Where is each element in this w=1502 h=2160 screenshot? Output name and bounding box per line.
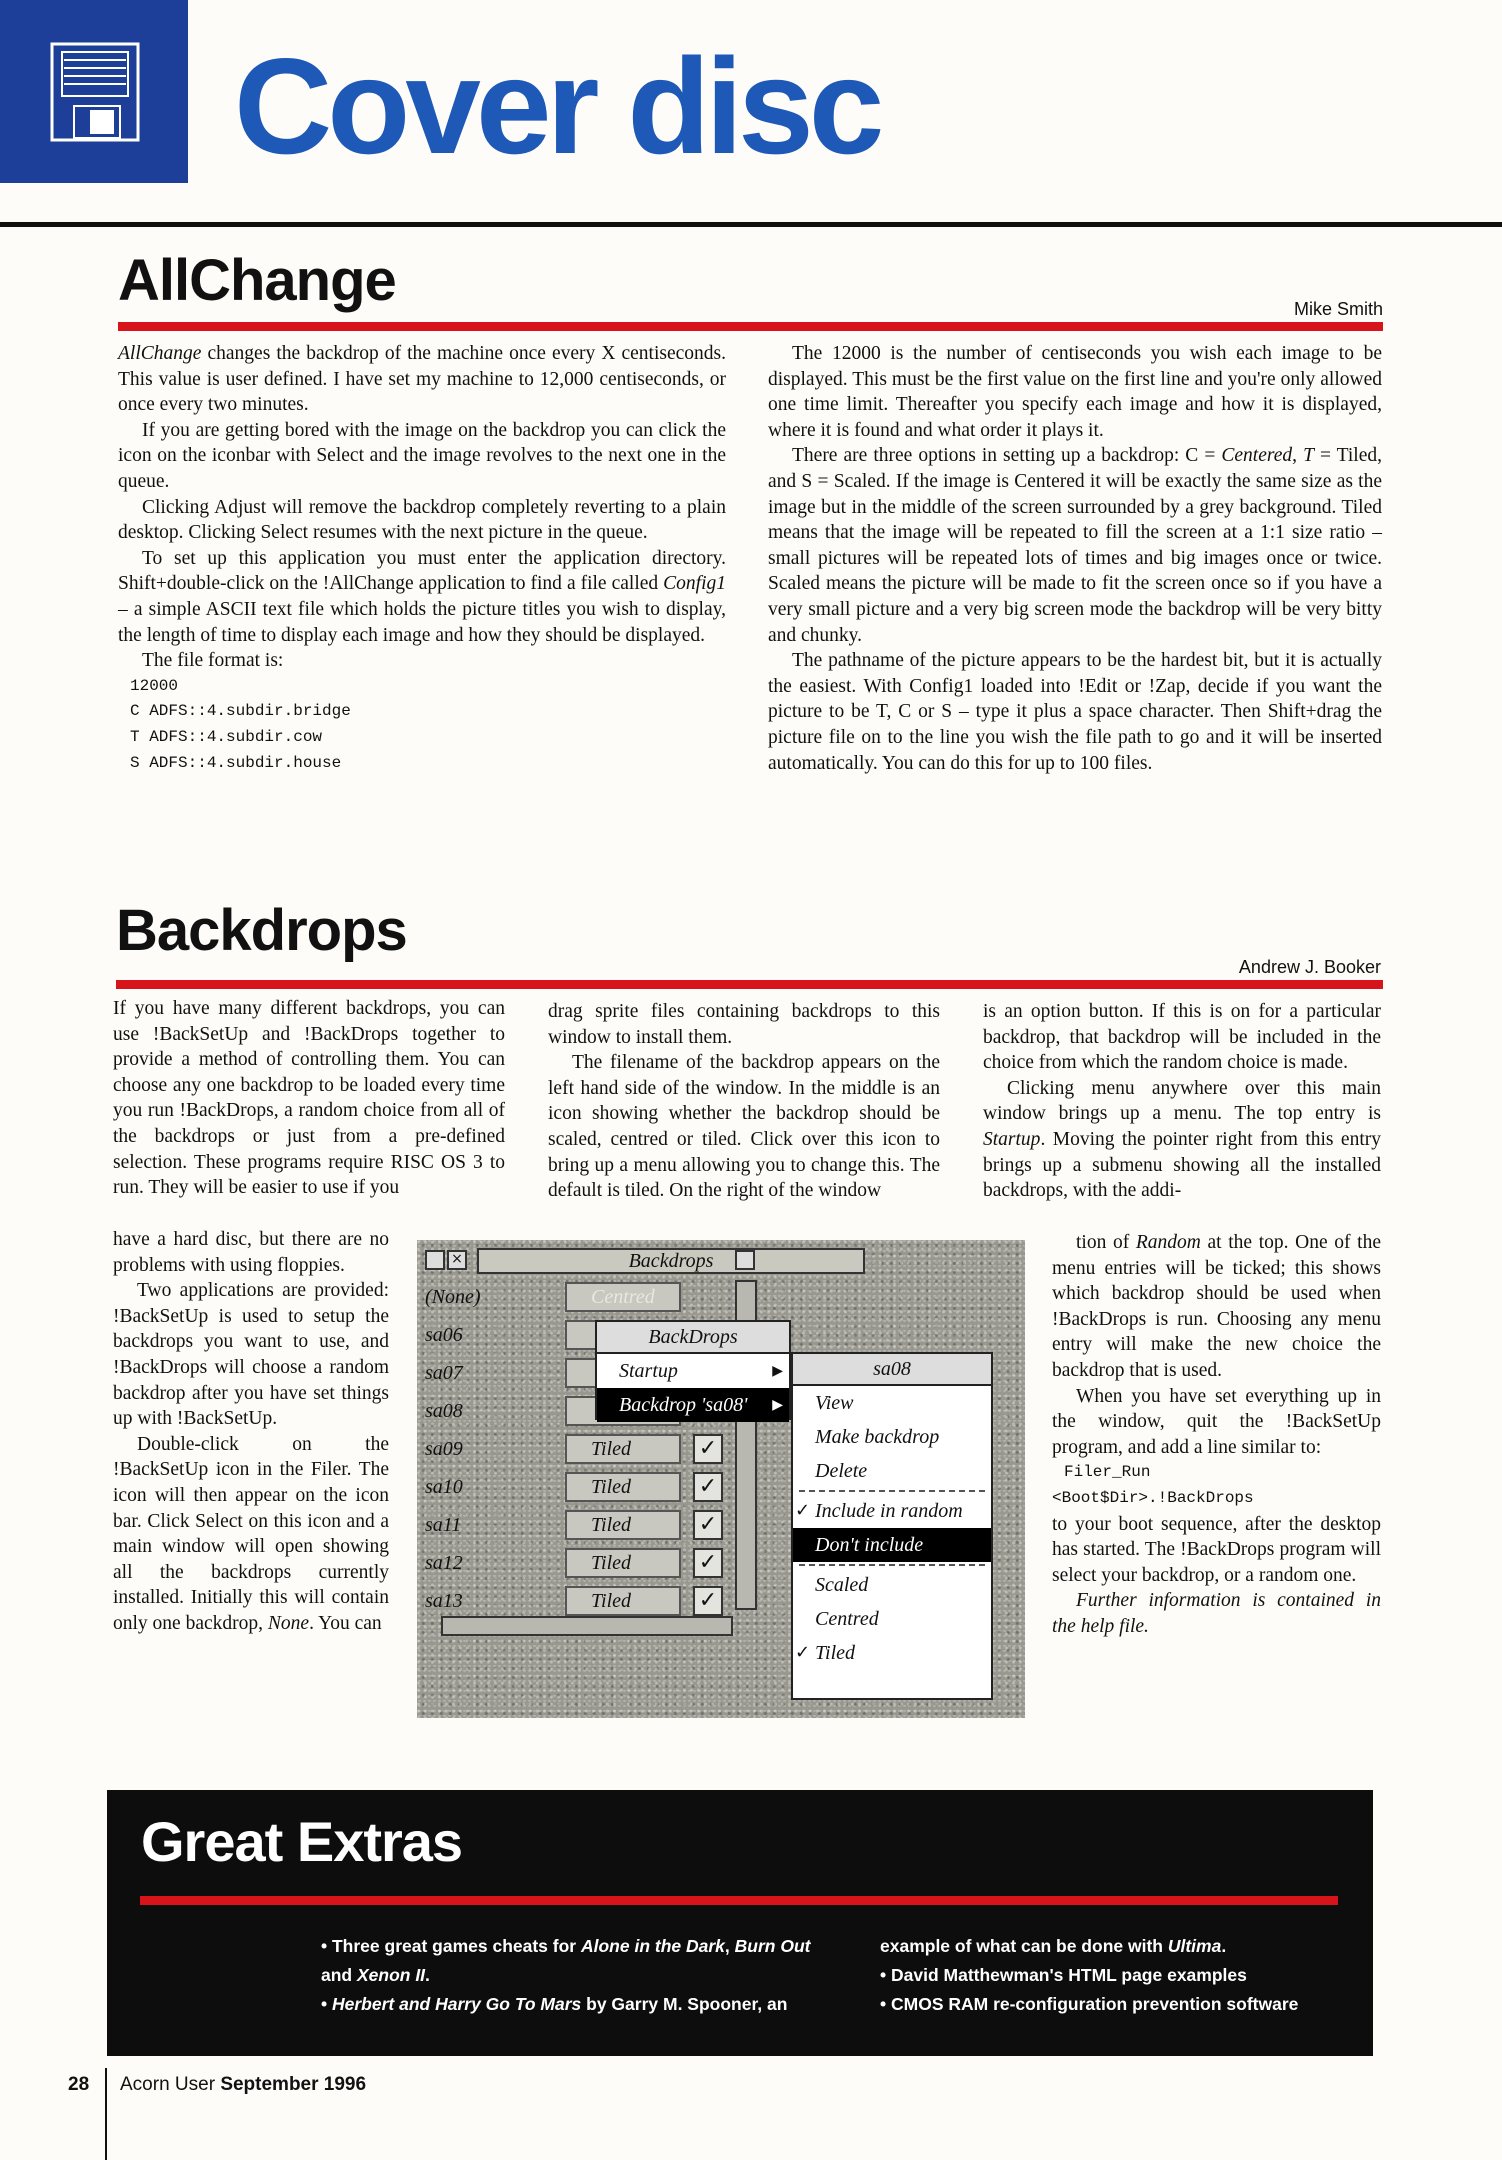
row-name[interactable]: sa12 [425, 1552, 463, 1574]
row-mode-button[interactable]: Tiled [565, 1548, 681, 1578]
paragraph: drag sprite files containing backdrops to this window to install them. [548, 1001, 940, 1048]
bullet-item: • CMOS RAM re-configuration prevention software [880, 1994, 1299, 2014]
paragraph: Double-click on the !BackSetUp icon in the Filer. The icon will then appear on the icon bar. Click Select on this icon and a main window will open showing all the backdrops currently installed. Initially this will contain only one backdrop, None. You can [113, 1433, 389, 1634]
paragraph: Further information is contained in the help file. [1052, 1590, 1381, 1637]
row-name[interactable]: sa13 [425, 1590, 463, 1612]
code-line: Filer_Run [1064, 1463, 1151, 1482]
extras-rule [140, 1896, 1338, 1905]
include-checkbox[interactable]: ✓ [693, 1472, 723, 1502]
row-mode-button[interactable]: Centred [565, 1282, 681, 1312]
include-checkbox[interactable]: ✓ [693, 1510, 723, 1540]
extras-title: Great Extras [141, 1810, 463, 1873]
code-line: S ADFS::4.subdir.house [130, 753, 342, 772]
back-icon[interactable] [425, 1250, 445, 1270]
paragraph: When you have set everything up in the window, quit the !BackSetUp program, and add a line similar to: [1052, 1385, 1381, 1458]
bullet-item: • Herbert and Harry Go To Mars by Garry M. Spooner, an [321, 1994, 788, 2014]
window-title[interactable]: Backdrops [477, 1248, 865, 1274]
menu-separator [799, 1490, 985, 1492]
paragraph: have a hard disc, but there are no problems with using floppies. [113, 1229, 389, 1276]
submenu-arrow-icon: ▶ [772, 1363, 783, 1379]
menu-item-view[interactable]: View [815, 1392, 854, 1414]
paragraph: AllChange changes the backdrop of the machine once every X centiseconds. This value is user defined. I have set my machine to 12,000 centiseconds, or once every two minutes. [118, 343, 726, 416]
menu-item-startup[interactable]: Startup ▶ [597, 1354, 789, 1388]
horizontal-scrollbar[interactable] [441, 1616, 733, 1636]
menu-item-make-backdrop[interactable]: Make backdrop [815, 1426, 940, 1448]
row-name[interactable]: sa07 [425, 1362, 463, 1384]
footer-divider [105, 2068, 107, 2160]
row-name[interactable]: sa06 [425, 1324, 463, 1346]
paragraph: The 12000 is the number of centiseconds you wish each image to be displayed. This must be the first value on the first line and you're only allowed one time limit. Thereafter you specify each image and how it is displayed, where it is found and what order it plays it. [768, 343, 1382, 441]
paragraph: The filename of the backdrop appears on the left hand side of the window. In the middle is an icon showing whether the backdrop should be scaled, centred or tiled. Click over this icon to bring up a menu allowing you to change this. The default is tiled. On the right of the window [548, 1052, 940, 1202]
code-line: C ADFS::4.subdir.bridge [130, 702, 351, 721]
extras-left-column [321, 1932, 841, 2019]
row-name[interactable]: (None) [425, 1286, 481, 1308]
paragraph: If you have many different backdrops, you can use !BackSetUp and !BackDrops together to provide a method of controlling them. You can choose any one backdrop to be loaded every time you run !BackDrops, a random choice from all of the backdrops or just from a pre-defined selection. These programs require RISC OS 3 to run. They will be easier to use if you [113, 998, 505, 1199]
tick-icon: ✓ [795, 1500, 811, 1521]
include-checkbox[interactable]: ✓ [693, 1586, 723, 1616]
code-line: <Boot$Dir>.!BackDrops [1052, 1488, 1254, 1507]
row-mode-button[interactable]: Tiled [565, 1510, 681, 1540]
close-icon[interactable]: × [447, 1250, 467, 1270]
paragraph: The pathname of the picture appears to be the hardest bit, but it is actually the easiest. With Config1 loaded into !Edit or !Zap, decide if you want the picture to be T, C or S – type it plus a space character. Then Shift+drag the picture file on to the line you wish the file path to go and it will be inserted automatically. You can do this for up to 100 files. [768, 650, 1382, 774]
menu-separator [799, 1564, 985, 1566]
toggle-size-icon[interactable] [735, 1250, 755, 1270]
author-backdrops: Andrew J. Booker [1238, 957, 1381, 977]
menu-title: BackDrops [597, 1322, 789, 1354]
backdrops-col1-narrow [113, 1227, 389, 1637]
row-name[interactable]: sa08 [425, 1400, 463, 1422]
paragraph: There are three options in setting up a backdrop: C = Centered, T = Tiled, and S = Scaled. If the image is Centered it will be exactly the same size as the image but in the middle of the screen surrounded by a grey background. Tiled means that the image will be repeated to fill the screen at a 1:1 size ratio – small pictures will be repeated lots of times and big images once or twice. Scaled means the picture will be made to fit the screen once so if you have a very small picture and a very big screen mode the backdrop will be very bitty and chunky. [768, 445, 1382, 646]
tick-icon: ✓ [795, 1642, 811, 1663]
submenu-arrow-icon: ▶ [772, 1397, 783, 1413]
sa08-menu [791, 1352, 993, 1700]
great-extras-box [107, 1790, 1373, 2056]
row-name[interactable]: sa10 [425, 1476, 463, 1498]
paragraph: is an option button. If this is on for a particular backdrop, that backdrop will be included in the choice from which the random choice is made. [983, 1001, 1381, 1074]
header-rule [0, 222, 1502, 227]
menu-item-include-random[interactable]: ✓ Include in random [793, 1494, 991, 1528]
bullet-item: • David Matthewman's HTML page examples [880, 1965, 1247, 1985]
row-mode-button[interactable]: Tiled [565, 1434, 681, 1464]
row-mode-button[interactable]: Tiled [565, 1586, 681, 1616]
backdrops-col2 [548, 999, 940, 1204]
backdrops-menu [595, 1320, 791, 1420]
paragraph: tion of Random at the top. One of the menu entries will be ticked; this shows which backdrop should be used when !BackDrops is run. Choosing any menu entry will make the new choice the backdrop that is used. [1052, 1232, 1381, 1381]
paragraph: If you are getting bored with the image on the backdrop you can click the icon on the iconbar with Select and the image revolves to the next one in the queue. [118, 419, 726, 492]
allchange-right-column [768, 341, 1382, 776]
header-icon-box [0, 0, 188, 183]
floppy-disk-icon [50, 42, 140, 142]
allchange-left-column [118, 341, 726, 776]
page-number: 28 [68, 2074, 90, 2095]
bullet-item: • Three great games cheats for Alone in the Dark, Burn Out and Xenon II. [321, 1936, 811, 1985]
extras-right-column [880, 1932, 1350, 2019]
bullet-item: example of what can be done with Ultima. [880, 1936, 1227, 1956]
paragraph: Two applications are provided: !BackSetUp is used to setup the backdrops you want to use, and !BackDrops will choose a random backdrop after you have set things up with !BackSetUp. [113, 1280, 389, 1430]
menu-item-tiled[interactable]: ✓ Tiled [793, 1636, 991, 1670]
code-line: T ADFS::4.subdir.cow [130, 727, 323, 746]
paragraph: To set up this application you must enter the application directory. Shift+double-click on the !AllChange application to find a file called Config1 – a simple ASCII text file which holds the picture titles you wish to display, the length of time to display each image and how they should be displayed. [118, 547, 726, 646]
section-title-allchange: AllChange [118, 248, 396, 313]
menu-item-centred[interactable]: Centred [815, 1608, 879, 1630]
footer-magazine: Acorn User September 1996 [120, 2074, 367, 2095]
row-name[interactable]: sa09 [425, 1438, 463, 1460]
backdrops-col3-narrow [1052, 1230, 1381, 1640]
row-mode-button[interactable]: Tiled [565, 1472, 681, 1502]
menu-item-backdrop[interactable]: Backdrop 'sa08' ▶ [597, 1388, 789, 1422]
paragraph: to your boot sequence, after the desktop has started. The !BackDrops program will select your backdrop, or a random one. [1052, 1513, 1381, 1586]
paragraph: Clicking menu anywhere over this main window brings up a menu. The top entry is Startup. Moving the pointer right from this entry brings up a submenu showing all the installed backdrops, with the addi- [983, 1077, 1381, 1202]
row-name[interactable]: sa11 [425, 1514, 462, 1536]
page-title: Cover disc [234, 30, 880, 182]
menu-title: sa08 [793, 1354, 991, 1386]
section-rule-allchange [118, 322, 1383, 331]
paragraph: Clicking Adjust will remove the backdrop completely reverting to a plain desktop. Clicking Select resumes with the next picture in the queue. [118, 496, 726, 544]
paragraph: The file format is: [142, 650, 284, 672]
backdrops-screenshot [417, 1240, 1025, 1718]
section-rule-backdrops [116, 980, 1383, 989]
include-checkbox[interactable]: ✓ [693, 1548, 723, 1578]
code-line: 12000 [130, 676, 179, 695]
menu-item-dont-include[interactable]: Don't include [793, 1528, 991, 1562]
include-checkbox[interactable]: ✓ [693, 1434, 723, 1464]
author-allchange: Mike Smith [1293, 299, 1383, 319]
section-title-backdrops: Backdrops [116, 898, 407, 963]
backdrops-col1-top [113, 996, 505, 1201]
backdrops-col3-top [983, 999, 1381, 1204]
menu-item-scaled[interactable]: Scaled [815, 1574, 869, 1596]
menu-item-delete[interactable]: Delete [815, 1460, 868, 1482]
